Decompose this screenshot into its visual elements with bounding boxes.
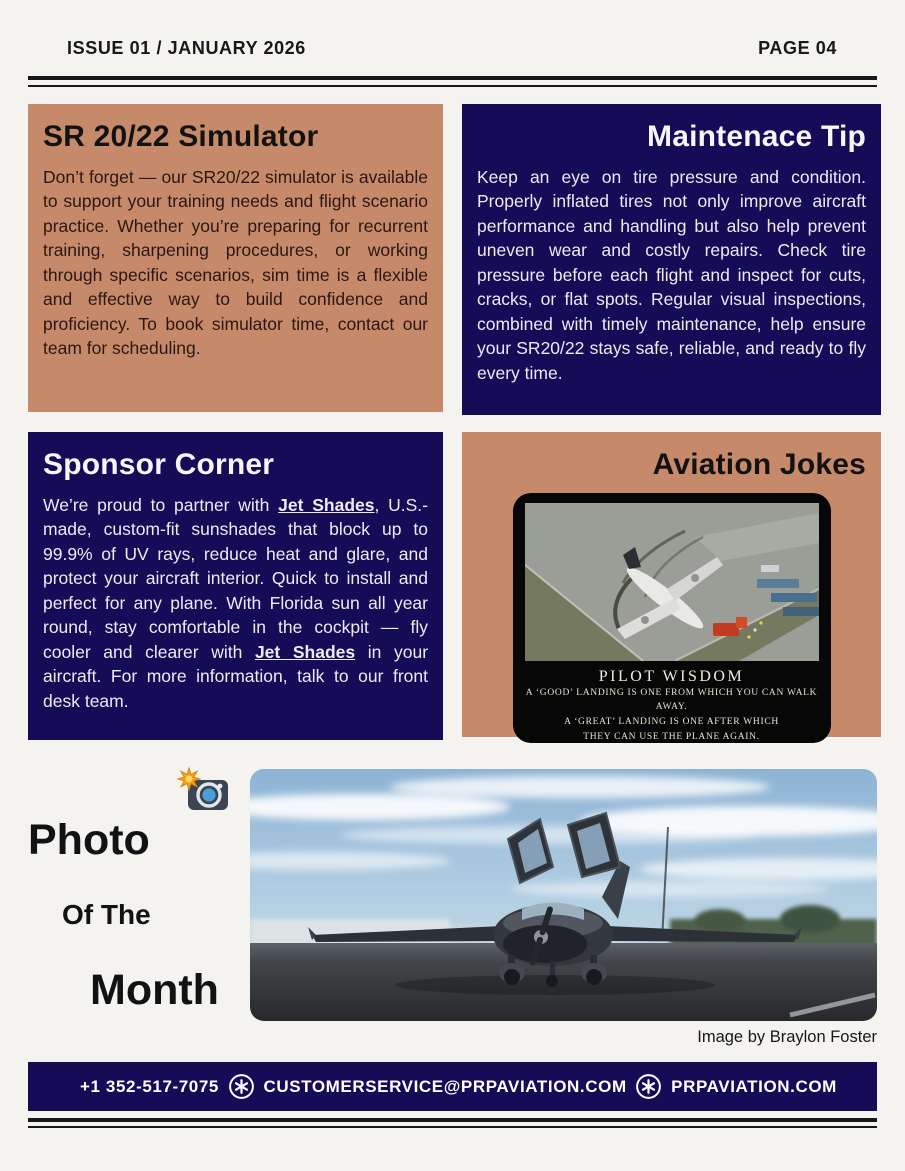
meme-line: A ‘GREAT’ LANDING IS ONE AFTER WHICH — [564, 716, 779, 727]
footer-rule-thick — [28, 1118, 877, 1122]
meme-line: THEY CAN USE THE PLANE AGAIN. — [583, 731, 760, 742]
card-aviation-jokes — [462, 432, 881, 742]
card-sponsor-corner — [28, 432, 443, 740]
footer-website[interactable]: PRPAVIATION.COM — [671, 1076, 837, 1096]
photo-of-month-title-line1: Photo — [28, 816, 150, 864]
meme-line: A ‘GOOD’ LANDING IS ONE FROM WHICH YOU CAN WALK AWAY. — [525, 687, 818, 713]
body-text-segment: , U.S.-made, custom-fit sunshades that block up to 99.9% of UV rays, reduce heat and glare, and protect your aircraft interior. Quick to install and perfect for any plane. With Florida sun all year round, stay comfortable in the cockpit — fly cooler and clearer with — [43, 494, 428, 662]
body-text-segment: in your aircraft. For more information, talk to our front desk team. — [43, 641, 429, 711]
aircraft-photo-illustration — [250, 769, 877, 1021]
footer-email[interactable]: CUSTOMERSERVICE@PRPAVIATION.COM — [263, 1076, 627, 1096]
photo-of-month-image — [250, 769, 877, 1021]
runway-excursion-illustration — [525, 503, 819, 661]
card-simulator — [28, 104, 443, 412]
sponsor-corner-body — [43, 493, 428, 714]
simulator-title: SR 20/22 Simulator — [43, 120, 319, 153]
photo-of-month-title-line2: Of The — [62, 899, 151, 930]
jet-shades-link[interactable]: Jet Shades — [254, 641, 356, 662]
footer-bar — [28, 1062, 877, 1111]
issue-label: ISSUE 01 / JANUARY 2026 — [67, 38, 306, 58]
asterisk-icon — [635, 1073, 662, 1100]
asterisk-icon — [228, 1073, 255, 1100]
page-header — [67, 38, 837, 59]
card-maintenance-tip — [462, 104, 881, 415]
header-rule-thin — [28, 85, 877, 87]
maintenance-tip-body: Keep an eye on tire pressure and condition. Properly inflated tires not only improve aircraft performance and handling but also help prevent uneven wear and costly repairs. Check tire pressure before each flight and inspect for cuts, cracks, or flat spots. Regular visual inspections, combined with timely maintenance, help ensure your SR20/22 stays safe, reliable, and ready to fly every time. — [477, 166, 866, 383]
maintenance-tip-title: Maintenace Tip — [647, 120, 866, 153]
footer-phone: +1 352-517-7075 — [80, 1076, 219, 1096]
photo-credit: Image by Braylon Foster — [697, 1028, 877, 1046]
meme-photo-runway-excursion — [525, 503, 819, 661]
aviation-jokes-title: Aviation Jokes — [652, 448, 866, 481]
jet-shades-link[interactable]: Jet Shades — [278, 494, 375, 515]
sponsor-corner-title: Sponsor Corner — [43, 448, 275, 481]
camera-flash-icon — [176, 766, 230, 818]
photo-of-month-title-line3: Month — [90, 966, 219, 1014]
page-number: PAGE 04 — [758, 38, 837, 58]
simulator-body: Don’t forget — our SR20/22 simulator is available to support your training needs and flight scenario practice. Whether you’re preparing for recurrent training, sharpening procedures, or working through specific scenarios, sim time is a flexible and effective way to build confidence and proficiency. To book simulator time, contact our team for scheduling. — [43, 166, 428, 358]
meme-heading: PILOT WISDOM — [598, 667, 745, 685]
body-text-segment: We’re proud to partner with — [43, 494, 279, 515]
header-rule-thick — [28, 76, 877, 80]
pilot-wisdom-meme — [513, 493, 831, 743]
footer-rule-thin — [28, 1126, 877, 1128]
